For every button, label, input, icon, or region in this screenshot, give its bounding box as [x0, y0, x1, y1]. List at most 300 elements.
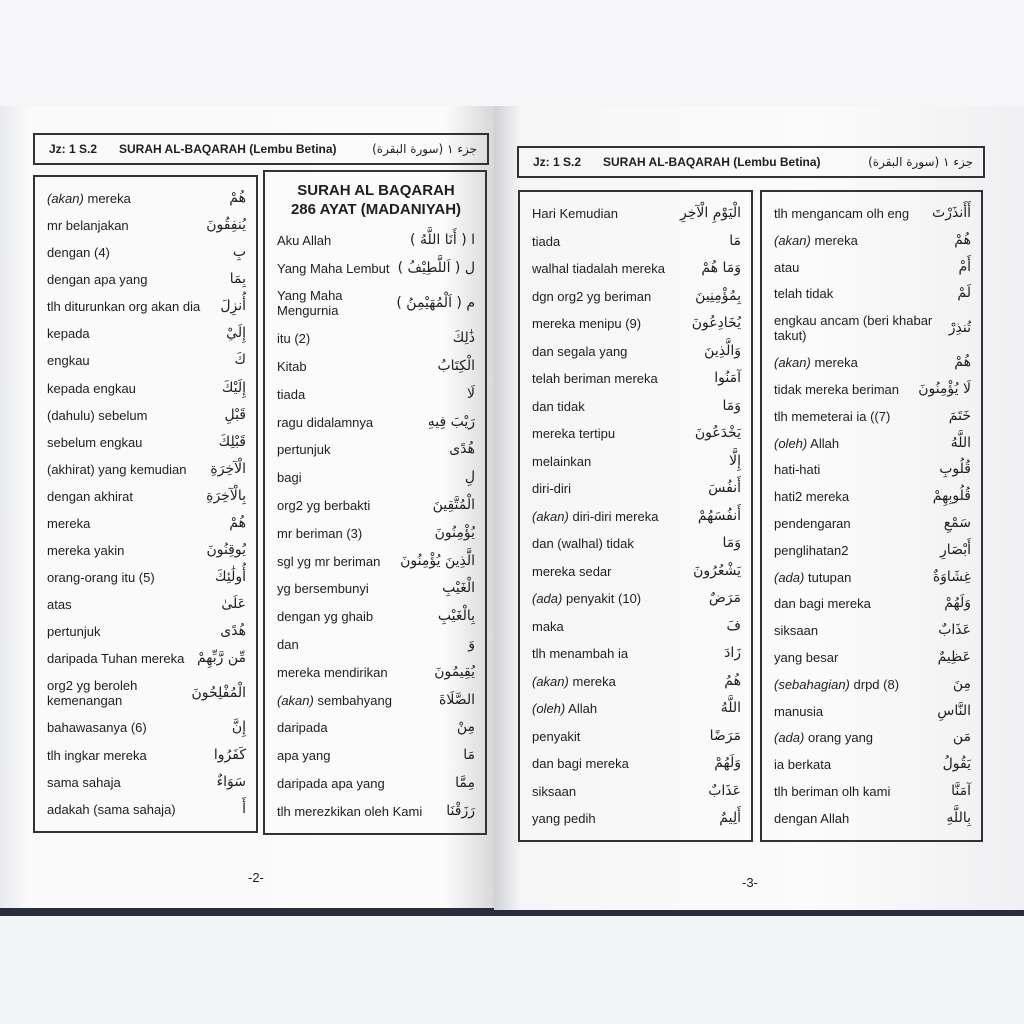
vocab-column — [33, 175, 258, 833]
meaning-text: (dahulu) sebelum — [47, 407, 148, 423]
arabic-word: أَمْ — [958, 258, 971, 275]
vocab-entry — [532, 701, 741, 716]
meaning-text: mereka — [814, 232, 858, 248]
arabic-word: أَنفُسَهُمْ — [697, 507, 741, 524]
malay-meaning — [532, 316, 688, 331]
meaning-text: telah tidak — [774, 286, 834, 302]
vocab-entry — [277, 637, 475, 652]
vocab-entry — [532, 619, 741, 634]
vocab-entry — [47, 570, 246, 585]
malay-meaning — [277, 748, 459, 763]
malay-meaning — [532, 619, 722, 634]
vocab-entry — [774, 436, 971, 451]
vocab-entry — [774, 382, 971, 397]
malay-meaning — [277, 665, 430, 680]
arabic-word: وَمَا — [722, 397, 741, 414]
vocab-entry — [532, 674, 741, 689]
background-bottom — [0, 916, 1024, 1024]
meaning-qualifier: (akan) — [774, 232, 811, 248]
arabic-word: ا ( أَنَا اللَّهُ ) — [410, 231, 475, 248]
meaning-text: sebelum engkau — [47, 434, 143, 450]
arabic-word: بِالْغَيْبِ — [437, 608, 475, 625]
arabic-word: أَ — [242, 800, 246, 817]
arabic-word: آمَنُوا — [714, 370, 741, 386]
arabic-word: عَذَابٌ — [708, 782, 741, 799]
malay-meaning — [774, 543, 936, 558]
malay-meaning — [532, 289, 691, 304]
malay-meaning — [532, 454, 725, 469]
meaning-text: hati2 mereka — [774, 489, 850, 505]
meaning-text: dengan Allah — [774, 810, 850, 826]
meaning-text: dan bagi mereka — [532, 756, 629, 771]
vocab-entry — [774, 784, 971, 799]
meaning-text: dengan akhirat — [47, 488, 134, 504]
meaning-text: yg bersembunyi — [277, 581, 369, 597]
malay-meaning — [277, 804, 442, 819]
arabic-word: لِ — [464, 469, 475, 486]
arabic-word: الْكِتَابُ — [437, 357, 475, 374]
arabic-word: خَتَمَ — [948, 407, 971, 424]
vocab-entry — [277, 526, 475, 541]
vocab-entry — [277, 387, 475, 402]
malay-meaning — [47, 353, 230, 368]
arabic-word: لَمْ — [957, 285, 971, 302]
malay-meaning — [277, 526, 431, 541]
meaning-qualifier: (akan) — [47, 191, 84, 206]
meaning-qualifier: (akan) — [277, 692, 314, 708]
meaning-text: orang-orang itu (5) — [47, 570, 155, 586]
meaning-text: dan segala yang — [532, 343, 628, 359]
malay-meaning — [277, 359, 433, 374]
arabic-word: الْمُتَّقِينَ — [432, 496, 475, 513]
arabic-word: م ( اَلْمُهَيْمِنُ ) — [396, 294, 475, 311]
vocab-entry — [47, 191, 246, 206]
juz-label: Jz: 1 S.2 — [49, 142, 98, 156]
arabic-word: بِالْآخِرَةِ — [206, 487, 246, 504]
malay-meaning — [47, 748, 210, 763]
meaning-text: yang besar — [774, 650, 839, 665]
meaning-text: dengan (4) — [47, 245, 110, 261]
malay-meaning — [774, 286, 953, 301]
malay-meaning — [532, 509, 694, 524]
meaning-qualifier: (oleh) — [774, 435, 808, 451]
malay-meaning — [47, 624, 216, 639]
malay-meaning — [774, 233, 950, 248]
page-number: -3- — [742, 875, 758, 890]
malay-meaning — [47, 299, 216, 314]
malay-meaning — [47, 651, 193, 666]
vocab-entry — [532, 426, 741, 441]
malay-meaning — [774, 704, 933, 719]
arabic-word: إِلَيْكَ — [221, 379, 246, 396]
left-page-header — [33, 133, 489, 165]
arabic-word: عَلَىٰ — [221, 596, 246, 613]
arabic-word: إِلَّا — [729, 452, 741, 469]
meaning-text: tlh mengancam olh eng — [774, 206, 910, 221]
arabic-word: بِاللَّهِ — [946, 809, 971, 826]
malay-meaning — [47, 570, 211, 585]
vocab-entry — [277, 442, 475, 457]
vocab-entry — [277, 359, 475, 374]
arabic-word: غِشَاوَةٌ — [932, 568, 971, 585]
meaning-qualifier: (akan) — [532, 673, 569, 689]
surah-title: SURAH AL-BAQARAH (Lembu Betina) — [119, 142, 337, 156]
page-number: -2- — [248, 870, 264, 885]
arabic-word: يُقِيمُونَ — [434, 663, 475, 680]
vocab-entry — [532, 756, 741, 771]
malay-meaning — [532, 756, 710, 771]
meaning-text: apa yang — [277, 748, 331, 764]
meaning-text: manusia — [774, 703, 824, 719]
meaning-qualifier: (oleh) — [532, 701, 566, 716]
meaning-text: kepada — [47, 326, 90, 342]
malay-meaning — [532, 206, 676, 221]
malay-meaning — [47, 489, 202, 504]
vocab-entry — [774, 730, 971, 745]
arabic-word: هُمْ — [229, 190, 246, 206]
meaning-text: org2 yg berbakti — [277, 497, 371, 513]
malay-meaning — [277, 387, 463, 402]
malay-meaning — [532, 811, 715, 826]
malay-meaning — [774, 260, 954, 275]
column-title — [277, 182, 475, 220]
arabic-word: إِلَيْ — [226, 325, 246, 342]
arabic-word: أُنزِلَ — [220, 298, 246, 315]
arabic-word: لَا يُؤْمِنُونَ — [918, 380, 971, 397]
vocab-entry — [277, 554, 475, 569]
arabic-word: مَا — [463, 747, 475, 764]
arabic-word: اللَّهُ — [950, 434, 971, 451]
malay-meaning — [277, 609, 434, 624]
arabic-word: أَأَنذَرْتَ — [932, 205, 971, 221]
meaning-text: tlh memeterai ia ((7) — [774, 408, 891, 424]
arabic-word: مَرَضًا — [709, 727, 741, 744]
meaning-text: tutupan — [807, 569, 852, 585]
meaning-text: mereka yakin — [47, 543, 125, 559]
malay-meaning — [532, 536, 718, 551]
malay-meaning — [774, 596, 940, 611]
vocab-entry — [277, 331, 475, 346]
arabic-word: بِمُؤْمِنِينَ — [695, 287, 741, 304]
arabic-word: سَمْعِ — [943, 514, 971, 531]
malay-meaning — [47, 218, 202, 233]
vocab-entry — [774, 489, 971, 504]
malay-meaning — [532, 371, 710, 386]
malay-meaning — [277, 693, 435, 708]
arabic-word: كَ — [234, 352, 246, 369]
meaning-text: dengan apa yang — [47, 272, 148, 288]
meaning-text: bahawasanya (6) — [47, 720, 147, 736]
vocab-entry — [774, 570, 971, 585]
meaning-text: atas — [47, 597, 72, 613]
arabic-word: النَّاسِ — [937, 702, 971, 719]
meaning-text: drpd (8) — [853, 676, 900, 692]
meaning-text: mr belanjakan — [47, 218, 129, 234]
arabic-word: وَالَّذِينَ — [704, 342, 741, 359]
arabic-word: مِّن رَّبِّهِمْ — [196, 650, 246, 667]
vocab-entry — [47, 353, 246, 368]
meaning-text: daripada apa yang — [277, 775, 385, 791]
meaning-text: dan tidak — [532, 398, 585, 414]
vocab-entry — [774, 233, 971, 248]
vocab-entry — [532, 811, 741, 826]
arabic-word: هُمْ — [229, 514, 246, 531]
arabic-word: وَمَا هُمْ — [701, 260, 741, 276]
meaning-text: orang yang — [807, 730, 874, 746]
vocab-entry — [774, 757, 971, 772]
malay-meaning — [774, 730, 949, 745]
malay-meaning — [532, 646, 720, 661]
vocab-entry — [47, 543, 246, 558]
malay-meaning — [774, 623, 934, 638]
vocab-entry — [774, 286, 971, 301]
vocab-column — [263, 170, 487, 835]
meaning-text: Allah — [810, 435, 840, 451]
vocab-entry — [532, 206, 741, 221]
vocab-entry — [277, 748, 475, 763]
arabic-word: الْمُفْلِحُونَ — [191, 684, 246, 701]
meaning-text: tlh diturunkan org akan dia — [47, 299, 201, 315]
vocab-entry — [277, 776, 475, 791]
vocab-entry — [47, 299, 246, 314]
arabic-word: هُمْ — [954, 354, 971, 371]
meaning-text: mereka mendirikan — [277, 664, 388, 680]
meaning-text: pendengaran — [774, 515, 851, 531]
arabic-word: قَبْلِ — [224, 406, 246, 423]
meaning-text: tlh ingkar mereka — [47, 747, 147, 763]
vocab-entry — [774, 623, 971, 638]
vocab-entry — [47, 516, 246, 531]
malay-meaning — [774, 650, 934, 665]
vocab-entry — [532, 536, 741, 551]
vocab-entry — [774, 206, 971, 221]
arabic-word: مَن — [952, 729, 971, 746]
vocab-entry — [532, 399, 741, 414]
vocab-entry — [774, 355, 971, 370]
meaning-text: mereka tertipu — [532, 426, 616, 441]
malay-meaning — [532, 399, 718, 414]
vocab-entry — [774, 596, 971, 611]
meaning-text: sama sahaja — [47, 774, 121, 790]
meaning-text: mereka — [87, 191, 131, 206]
malay-meaning — [774, 757, 939, 772]
meaning-text: ragu didalamnya — [277, 414, 374, 430]
meaning-text: itu (2) — [277, 331, 311, 347]
malay-meaning — [47, 191, 225, 206]
malay-meaning — [47, 245, 229, 260]
arabic-word: الصَّلَاةَ — [439, 691, 475, 708]
meaning-text: tiada — [532, 233, 561, 249]
malay-meaning — [47, 516, 225, 531]
meaning-text: mereka menipu (9) — [532, 316, 642, 331]
surah-title-arabic: جزء ١ (سورة البقرة) — [868, 155, 973, 169]
vocab-entry — [277, 261, 475, 276]
meaning-text: pertunjuk — [47, 624, 101, 640]
vocab-entry — [774, 704, 971, 719]
arabic-word: زَادَ — [724, 645, 741, 661]
meaning-text: (akhirat) yang kemudian — [47, 461, 187, 477]
vocab-entry — [774, 462, 971, 477]
malay-meaning — [774, 436, 947, 451]
meaning-text: Allah — [568, 701, 598, 716]
malay-meaning — [277, 233, 406, 248]
arabic-word: بِ — [232, 244, 246, 261]
meaning-text: atau — [774, 259, 800, 275]
arabic-word: أَنفُسَ — [708, 480, 741, 496]
arabic-word: مِنَ — [952, 675, 971, 692]
column-title-line: SURAH AL BAQARAH — [297, 182, 455, 199]
meaning-text: engkau — [47, 353, 90, 369]
meaning-text: mr beriman (3) — [277, 525, 363, 541]
malay-meaning — [532, 344, 700, 359]
meaning-text: dengan yg ghaib — [277, 609, 374, 625]
meaning-text: pertunjuk — [277, 442, 331, 458]
vocab-entry — [47, 624, 246, 639]
malay-meaning — [774, 462, 935, 477]
vocab-entry — [277, 693, 475, 708]
arabic-word: وَ — [468, 635, 475, 652]
vocab-entry — [532, 591, 741, 606]
vocab-entry — [532, 234, 741, 249]
vocab-entry — [47, 326, 246, 341]
arabic-word: عَذَابٌ — [938, 622, 971, 639]
arabic-word: مِمَّا — [455, 774, 475, 791]
arabic-word: مَرَضٌ — [708, 590, 741, 606]
vocab-entry — [47, 775, 246, 790]
malay-meaning — [277, 554, 396, 569]
arabic-word: ذَٰلِكَ — [452, 330, 475, 347]
arabic-word: رَزَقْنَا — [446, 802, 475, 819]
arabic-word: أَلِيمٌ — [719, 810, 741, 826]
vocab-entry — [774, 543, 971, 558]
vocab-entry — [47, 720, 246, 735]
meaning-text: penglihatan2 — [774, 542, 849, 558]
meaning-text: daripada Tuhan mereka — [47, 651, 185, 667]
arabic-word: أُولَٰئِكَ — [215, 569, 246, 586]
malay-meaning — [47, 408, 220, 423]
vocab-entry — [774, 313, 971, 343]
malay-meaning — [774, 811, 942, 826]
meaning-text: daripada — [277, 720, 328, 736]
meaning-text: sembahyang — [317, 692, 392, 708]
meaning-text: bagi — [277, 470, 302, 486]
vocab-entry — [532, 509, 741, 524]
malay-meaning — [47, 802, 238, 817]
arabic-word: يَخْدَعُونَ — [694, 425, 741, 441]
meaning-text: tiada — [277, 386, 306, 402]
vocab-entry — [277, 415, 475, 430]
meaning-text: maka — [532, 618, 564, 634]
vocab-entry — [774, 260, 971, 275]
vocab-entry — [47, 489, 246, 504]
arabic-word: تُنذِرْ — [948, 319, 971, 336]
meaning-text: penyakit — [532, 728, 581, 744]
meaning-text: tlh menambah ia — [532, 646, 629, 661]
meaning-text: Yang Maha Lembut — [277, 260, 390, 276]
arabic-word: يُخَادِعُونَ — [691, 315, 741, 331]
malay-meaning — [47, 462, 206, 477]
meaning-text: Hari Kemudian — [532, 206, 618, 221]
vocab-entry — [47, 651, 246, 666]
right-page-header — [517, 146, 985, 178]
meaning-text: adakah (sama sahaja) — [47, 801, 176, 817]
malay-meaning — [277, 415, 424, 430]
malay-meaning — [774, 516, 940, 531]
malay-meaning — [774, 382, 914, 397]
meaning-text: dgn org2 yg beriman — [532, 288, 652, 304]
malay-meaning — [774, 206, 928, 221]
arabic-word: يُؤْمِنُونَ — [434, 524, 475, 541]
arabic-word: هُدًى — [449, 441, 475, 458]
malay-meaning — [774, 570, 929, 585]
malay-meaning — [532, 729, 706, 744]
malay-meaning — [774, 313, 945, 343]
arabic-word: مِنْ — [456, 719, 475, 736]
malay-meaning — [277, 331, 449, 346]
arabic-word: يُنفِقُونَ — [206, 217, 246, 234]
meaning-text: siksaan — [532, 783, 577, 799]
malay-meaning — [47, 435, 215, 450]
vocab-entry — [47, 597, 246, 612]
vocab-entry — [532, 454, 741, 469]
arabic-word: وَلَهُمْ — [944, 595, 971, 612]
meaning-text: dan bagi mereka — [774, 596, 871, 612]
vocab-entry — [47, 218, 246, 233]
meaning-qualifier: (akan) — [532, 508, 569, 524]
vocab-entry — [47, 272, 246, 287]
vocab-entry — [47, 381, 246, 396]
vocab-column — [518, 190, 753, 842]
malay-meaning — [532, 481, 704, 496]
meaning-text: telah beriman mereka — [532, 371, 658, 386]
column-title-line: 286 AYAT (MADANIYAH) — [290, 201, 462, 218]
vocab-entry — [47, 462, 246, 477]
meaning-text: sgl yg mr beriman — [277, 553, 381, 569]
malay-meaning — [47, 326, 222, 341]
meaning-qualifier: (ada) — [532, 591, 563, 606]
malay-meaning — [47, 543, 202, 558]
meaning-text: Aku Allah — [277, 232, 332, 248]
arabic-word: كَفَرُوا — [213, 746, 246, 763]
meaning-qualifier: (ada) — [774, 730, 805, 746]
vocab-entry — [277, 804, 475, 819]
malay-meaning — [277, 637, 464, 652]
arabic-word: الَّذِينَ يُؤْمِنُونَ — [400, 552, 475, 569]
vocab-entry — [277, 665, 475, 680]
meaning-text: Kitab — [277, 358, 307, 374]
vocab-entry — [277, 720, 475, 735]
vocab-entry — [532, 481, 741, 496]
meaning-text: Yang Maha Mengurnia — [277, 288, 343, 319]
arabic-word: الْآخِرَةِ — [210, 460, 246, 477]
malay-meaning — [774, 355, 950, 370]
meaning-qualifier: (akan) — [774, 355, 811, 371]
malay-meaning — [277, 288, 392, 318]
meaning-text: siksaan — [774, 623, 819, 639]
arabic-word: هُمْ — [954, 231, 971, 248]
surah-title-arabic: جزء ١ (سورة البقرة) — [372, 142, 477, 156]
vocab-entry — [532, 289, 741, 304]
meaning-text: yang pedih — [532, 811, 596, 826]
malay-meaning — [532, 591, 705, 606]
arabic-word: إِنَّ — [231, 719, 246, 736]
vocab-entry — [774, 811, 971, 826]
vocab-entry — [532, 564, 741, 579]
malay-meaning — [532, 261, 697, 276]
vocab-entry — [532, 646, 741, 661]
background-top — [0, 0, 1024, 106]
arabic-word: آمَنَّا — [951, 783, 971, 800]
